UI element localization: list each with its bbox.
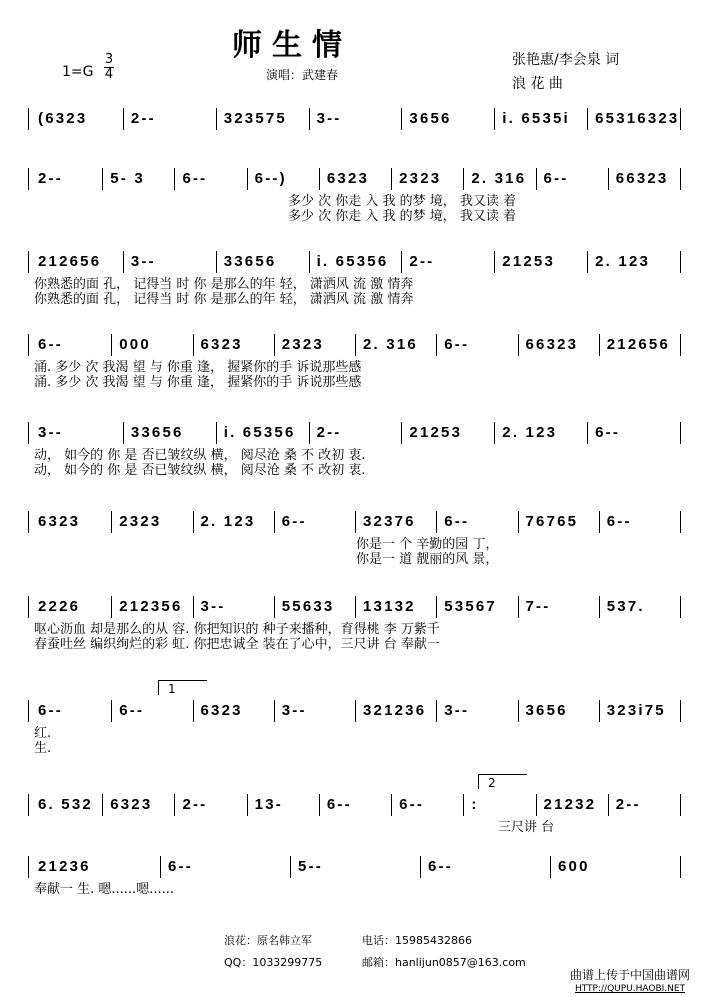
barline: [494, 108, 495, 130]
measure-notes: 2--: [316, 424, 342, 441]
barline: [111, 596, 112, 618]
barline: [680, 511, 681, 533]
measure-notes: 7--: [525, 598, 551, 615]
measure-notes: 3--: [281, 702, 307, 719]
barline: [355, 596, 356, 618]
barline: [102, 794, 103, 816]
lyric-line: 呕心沥血 却是那么的从 容. 你把知识的 种子来播种，育得桃 李 万紫千: [34, 622, 440, 637]
measure-notes: 21253: [409, 424, 463, 441]
barline: [680, 422, 681, 444]
measure-notes: 6--: [119, 702, 145, 719]
measure-notes: i. 6535i: [502, 110, 570, 127]
barline: [436, 334, 437, 356]
measure-notes: 3656: [409, 110, 452, 127]
measure-notes: 323575: [223, 110, 287, 127]
measure-notes: 6--: [38, 336, 63, 353]
measure-notes: 2--: [38, 170, 63, 187]
measure-notes: 13132: [363, 598, 416, 615]
measure-notes: 2. 123: [595, 253, 651, 270]
barline: [193, 700, 194, 722]
lyric-line: 涌. 多少 次 我渴 望 与 你重 逢， 握紧你的手 诉说那些感: [34, 375, 362, 390]
barline: [28, 700, 29, 722]
measure-notes: 6--): [254, 170, 287, 187]
barline: [518, 334, 519, 356]
measure-notes: 212656: [606, 336, 671, 353]
barline: [401, 422, 402, 444]
measure-notes: 2--: [182, 796, 208, 813]
measure-notes: 5--: [298, 858, 323, 875]
measure-notes: 32376: [363, 513, 416, 530]
barline: [494, 251, 495, 273]
measure-notes: 6--: [399, 796, 425, 813]
barline: [28, 251, 29, 273]
lyric-line: 你是一 道 靓丽的风 景，: [356, 552, 499, 567]
barline: [193, 334, 194, 356]
barline: [401, 251, 402, 273]
barline: [599, 334, 600, 356]
barline: [309, 422, 310, 444]
barline: [436, 511, 437, 533]
barline: [587, 422, 588, 444]
measure-notes: 6--: [182, 170, 208, 187]
barline: [216, 251, 217, 273]
measure-notes: 5- 3: [110, 170, 145, 187]
barline: [319, 794, 320, 816]
measure-notes: 6323: [200, 336, 243, 353]
volta-bracket: [478, 774, 527, 789]
barline: [355, 700, 356, 722]
measure-notes: 6--: [326, 796, 352, 813]
measure-notes: 321236: [363, 702, 427, 719]
lyric-line: 多少 次 你走 入 我 的梦 境， 我又读 着: [288, 194, 517, 209]
measure-notes: 2323: [281, 336, 324, 353]
barline: [123, 108, 124, 130]
measure-notes: 6--: [428, 858, 453, 875]
barline: [123, 251, 124, 273]
barline: [319, 168, 320, 190]
barline: [355, 511, 356, 533]
measure-notes: 000: [119, 336, 151, 353]
lyric-line: 奉献一 生. 嗯......嗯......: [34, 882, 174, 897]
singer-credit: 演唱：武建春: [266, 68, 339, 82]
barline: [274, 700, 275, 722]
author-email: 邮箱：hanlijun0857@163.com: [362, 956, 526, 969]
barline: [216, 108, 217, 130]
measure-notes: 3--: [200, 598, 226, 615]
measure-notes: 537.: [606, 598, 645, 615]
barline: [274, 596, 275, 618]
barline: [680, 251, 681, 273]
barline: [28, 334, 29, 356]
barline: [587, 251, 588, 273]
measure-notes: 3--: [130, 253, 156, 270]
barline: [680, 700, 681, 722]
volta-bracket: [158, 680, 207, 695]
measure-notes: (6323: [38, 110, 88, 127]
barline: [216, 422, 217, 444]
measure-notes: 66323: [525, 336, 579, 353]
barline: [518, 700, 519, 722]
measure-notes: 6--: [595, 424, 621, 441]
barline: [587, 108, 588, 130]
measure-notes: 3--: [316, 110, 342, 127]
barline: [550, 856, 551, 878]
measure-notes: 21232: [543, 796, 597, 813]
lyric-line: 多少 次 你走 入 我 的梦 境， 我又读 着: [288, 209, 517, 224]
measure-notes: 76765: [525, 513, 579, 530]
barline: [28, 168, 29, 190]
measure-notes: 2. 316: [471, 170, 527, 187]
barline: [28, 596, 29, 618]
lyric-line: 你熟悉的面 孔， 记得当 时 你 是那么的年 轻， 潇洒风 流 激 情奔: [34, 292, 414, 307]
measure-notes: 2. 316: [363, 336, 418, 353]
key-signature: 1=G: [62, 64, 94, 80]
barline: [599, 596, 600, 618]
meter-bottom: 4: [104, 67, 114, 82]
site-watermark: [570, 968, 690, 996]
measure-notes: 6--: [281, 513, 307, 530]
barline: [463, 794, 464, 816]
barline: [309, 251, 310, 273]
measure-notes: 6323: [38, 513, 81, 530]
barline: [174, 794, 175, 816]
barline: [28, 511, 29, 533]
barline: [193, 596, 194, 618]
barline: [123, 422, 124, 444]
measure-notes: 212656: [38, 253, 102, 270]
lyric-line: 春蚕吐丝 编织绚烂的彩 虹. 你把忠诚全 装在了心中，三尺讲 台 奉献一: [34, 637, 440, 652]
lyric-line: 动， 如今的 你 是 否已皱纹纵 横， 阅尽沧 桑 不 改初 衷.: [34, 448, 366, 463]
measure-notes: 6--: [444, 336, 470, 353]
measure-notes: 53567: [444, 598, 497, 615]
song-title: 师生情: [232, 28, 352, 63]
measure-notes: 6323: [326, 170, 370, 187]
measure-notes: 66323: [615, 170, 669, 187]
barline: [160, 856, 161, 878]
measure-notes: 13-: [254, 796, 283, 813]
barline: [28, 422, 29, 444]
measure-notes: 212356: [119, 598, 183, 615]
barline: [111, 511, 112, 533]
barline: [274, 511, 275, 533]
measure-notes: 600: [558, 858, 590, 875]
measure-notes: 6--: [444, 513, 470, 530]
barline: [436, 700, 437, 722]
lyricist-credit: 张艳惠/李会泉 词: [512, 52, 620, 68]
measure-notes: 6323: [200, 702, 243, 719]
barline: [536, 794, 537, 816]
barline: [518, 596, 519, 618]
measure-notes: 3--: [38, 424, 63, 441]
barline: [102, 168, 103, 190]
measure-notes: :: [471, 796, 479, 813]
time-signature: [104, 54, 114, 81]
measure-notes: 2--: [409, 253, 435, 270]
measure-notes: 33656: [223, 253, 277, 270]
barline: [111, 334, 112, 356]
barline: [536, 168, 537, 190]
barline: [599, 700, 600, 722]
lyric-line: 三尺讲 台: [498, 820, 555, 835]
barline: [247, 168, 248, 190]
barline: [174, 168, 175, 190]
barline: [247, 794, 248, 816]
barline: [463, 168, 464, 190]
measure-notes: 323i75: [606, 702, 666, 719]
barline: [436, 596, 437, 618]
barline: [28, 856, 29, 878]
measure-notes: i. 65356: [316, 253, 389, 270]
lyric-line: 你熟悉的面 孔， 记得当 时 你 是那么的年 轻， 潇洒风 流 激 情奔: [34, 277, 414, 292]
barline: [608, 794, 609, 816]
barline: [391, 794, 392, 816]
barline: [309, 108, 310, 130]
lyric-line: 红.: [34, 726, 52, 741]
barline: [28, 108, 29, 130]
measure-notes: 6--: [38, 702, 63, 719]
watermark-url: HTTP://QUPU.HAOBI.NET: [574, 984, 686, 994]
measure-notes: 55633: [281, 598, 335, 615]
measure-notes: 65316323: [595, 110, 680, 127]
measure-notes: 6--: [606, 513, 632, 530]
measure-notes: i. 65356: [223, 424, 296, 441]
author-phone: 电话：15985432866: [362, 934, 472, 947]
lyric-line: 生.: [34, 741, 52, 756]
measure-notes: 3--: [444, 702, 470, 719]
barline: [680, 168, 681, 190]
measure-notes: 33656: [130, 424, 184, 441]
barline: [599, 511, 600, 533]
measure-notes: 6--: [543, 170, 569, 187]
barline: [680, 794, 681, 816]
credits-block: [512, 48, 619, 96]
measure-notes: 2--: [130, 110, 156, 127]
barline: [28, 794, 29, 816]
barline: [290, 856, 291, 878]
measure-notes: 3656: [525, 702, 568, 719]
barline: [111, 700, 112, 722]
measure-notes: 2323: [399, 170, 442, 187]
meter-top: 3: [104, 52, 114, 67]
barline: [391, 168, 392, 190]
measure-notes: 6. 532: [38, 796, 93, 813]
measure-notes: 2226: [38, 598, 81, 615]
measure-notes: 21253: [502, 253, 555, 270]
measure-notes: 6323: [110, 796, 153, 813]
measure-notes: 21236: [38, 858, 91, 875]
lyric-line: 你是一 个 辛勤的园 丁，: [356, 537, 499, 552]
barline: [680, 596, 681, 618]
author-qq: QQ：1033299775: [224, 956, 323, 969]
barline: [193, 511, 194, 533]
measure-notes: 2--: [615, 796, 641, 813]
measure-notes: 2. 123: [502, 424, 558, 441]
lyric-line: 动， 如今的 你 是 否已皱纹纵 横， 阅尽沧 桑 不 改初 衷.: [34, 463, 366, 478]
barline: [680, 334, 681, 356]
barline: [401, 108, 402, 130]
barline: [274, 334, 275, 356]
measure-notes: 2. 123: [200, 513, 256, 530]
barline: [680, 856, 681, 878]
barline: [355, 334, 356, 356]
volta-number: 1: [168, 682, 176, 696]
lyric-line: 涌. 多少 次 我渴 望 与 你重 逢， 握紧你的手 诉说那些感: [34, 360, 362, 375]
watermark-text: 曲谱上传于中国曲谱网: [570, 968, 691, 982]
barline: [608, 168, 609, 190]
barline: [420, 856, 421, 878]
barline: [680, 108, 681, 130]
composer-credit: 浪 花 曲: [512, 76, 563, 92]
barline: [494, 422, 495, 444]
measure-notes: 6--: [168, 858, 193, 875]
barline: [518, 511, 519, 533]
volta-number: 2: [488, 776, 496, 790]
measure-notes: 2323: [119, 513, 162, 530]
author-name: 浪花：原名韩立军: [224, 934, 312, 947]
